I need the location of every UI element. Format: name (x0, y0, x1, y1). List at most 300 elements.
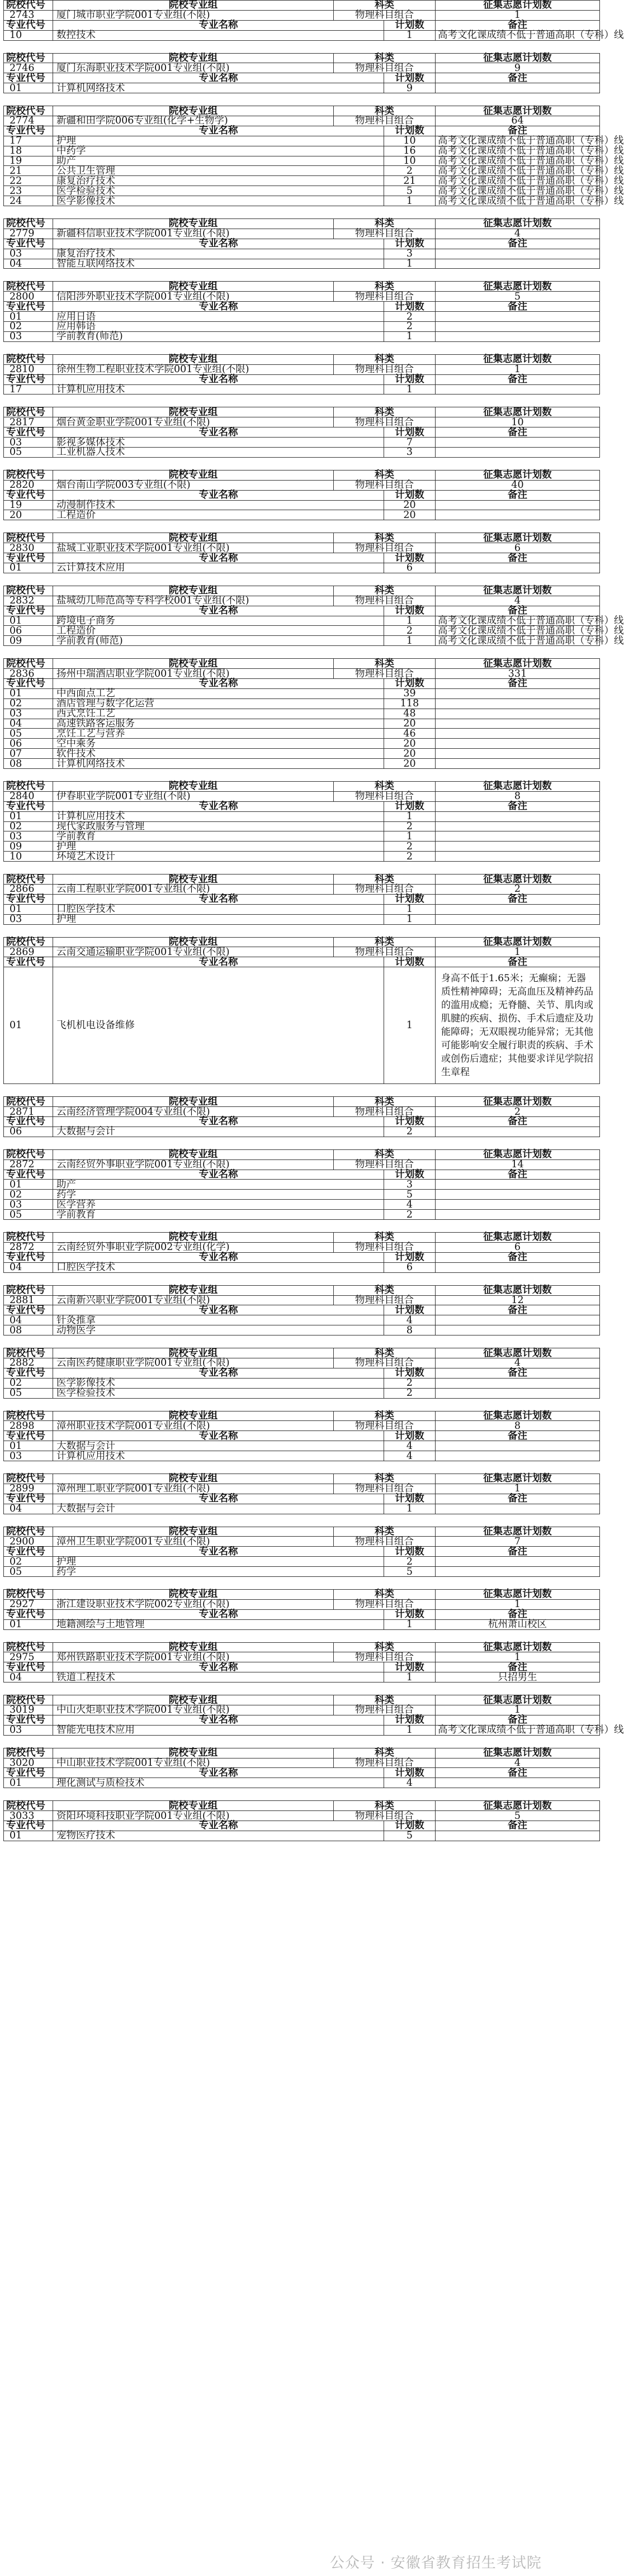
group-code-header: 院校代号 (4, 1642, 53, 1652)
major-code-header: 专业代号 (4, 1117, 53, 1127)
major-code-header: 专业代号 (4, 302, 53, 312)
group-subject: 物理科目组合 (334, 596, 436, 606)
major-name: 计算机网络技术 (53, 759, 384, 769)
major-plan: 3 (384, 1180, 436, 1190)
group-name-header: 院校专业组 (53, 219, 334, 229)
plan-block (3, 1642, 599, 1683)
group-name: 云南经贸外事职业学院001专业组(不限) (53, 1159, 334, 1170)
note-header: 备注 (436, 302, 600, 312)
group-code-header: 院校代号 (4, 1411, 53, 1421)
major-plan: 1 (384, 331, 436, 341)
plan-table (3, 1411, 600, 1461)
group-name-header: 院校专业组 (53, 1589, 334, 1599)
group-row (4, 63, 600, 73)
major-code: 03 (4, 1725, 53, 1735)
major-code: 01 (4, 1778, 53, 1788)
note-header: 备注 (436, 1494, 600, 1504)
group-name: 云南医药健康职业学院001专业组(不限) (53, 1358, 334, 1368)
group-name: 郑州铁路职业技术学院001专业组(不限) (53, 1652, 334, 1662)
major-note (436, 719, 600, 729)
plan-block (3, 1096, 599, 1137)
plan-total-header: 征集志愿计划数 (436, 1411, 600, 1421)
group-row (4, 947, 600, 957)
major-code: 03 (4, 1200, 53, 1210)
group-subject: 物理科目组合 (334, 1705, 436, 1715)
major-note: 高考文化课成绩不低于普通高职（专科）线 (436, 30, 600, 40)
group-code-header: 院校代号 (4, 470, 53, 480)
major-plan-header: 计划数 (384, 1252, 436, 1262)
group-subject: 物理科目组合 (334, 947, 436, 957)
group-code-header: 院校代号 (4, 219, 53, 229)
major-plan: 3 (384, 249, 436, 259)
group-name-header: 院校专业组 (53, 874, 334, 885)
subject-header: 科类 (334, 1285, 436, 1295)
major-plan: 1 (384, 384, 436, 395)
plan-block (3, 407, 599, 457)
major-note (436, 1504, 600, 1514)
group-header-row (4, 1, 600, 11)
group-plan-total: 9 (436, 63, 600, 73)
major-header-row (4, 1252, 600, 1262)
plan-total-header: 征集志愿计划数 (436, 937, 600, 947)
major-note: 高考文化课成绩不低于普通高职（专科）线 (436, 156, 600, 166)
major-row (4, 914, 600, 924)
major-row (4, 636, 600, 646)
major-header-row (4, 894, 600, 904)
major-name-header: 专业名称 (53, 1117, 384, 1127)
group-row (4, 791, 600, 801)
note-header: 备注 (436, 606, 600, 616)
group-name: 漳州理工职业学院001专业组(不限) (53, 1484, 334, 1494)
major-code: 01 (4, 1831, 53, 1841)
major-name-header: 专业名称 (53, 957, 384, 967)
major-plan: 2 (384, 1378, 436, 1388)
plan-total-header: 征集志愿计划数 (436, 874, 600, 885)
major-row (4, 1378, 600, 1388)
group-subject: 物理科目组合 (334, 364, 436, 374)
major-plan: 16 (384, 146, 436, 156)
major-name-header: 专业名称 (53, 20, 384, 30)
major-name-header: 专业名称 (53, 1368, 384, 1378)
group-header-row (4, 1411, 600, 1421)
major-row (4, 709, 600, 719)
group-code-header: 院校代号 (4, 586, 53, 596)
plan-table (3, 105, 624, 207)
note-header: 备注 (436, 553, 600, 563)
major-plan-header: 计划数 (384, 1768, 436, 1778)
major-note (436, 821, 600, 831)
major-code: 17 (4, 136, 53, 146)
major-name: 动物医学 (53, 1325, 384, 1335)
group-plan-total: 8 (436, 791, 600, 801)
major-row (4, 1325, 600, 1335)
major-note (436, 1200, 600, 1210)
note-header: 备注 (436, 1662, 600, 1672)
major-row (4, 196, 600, 206)
group-code-header: 院校代号 (4, 354, 53, 364)
major-row (4, 1190, 600, 1200)
group-plan-total: 8 (436, 1421, 600, 1431)
plan-block (3, 1232, 599, 1273)
major-name: 口腔医学技术 (53, 904, 384, 914)
plan-table (3, 658, 600, 769)
note-header: 备注 (436, 20, 600, 30)
group-plan-total: 1 (436, 1705, 600, 1715)
major-row (4, 259, 600, 269)
major-code-header: 专业代号 (4, 1662, 53, 1672)
major-name-header: 专业名称 (53, 126, 384, 136)
group-code: 2882 (4, 1358, 53, 1368)
group-code: 2746 (4, 63, 53, 73)
major-plan: 2 (384, 842, 436, 852)
major-plan-header: 计划数 (384, 1431, 436, 1441)
major-row (4, 1200, 600, 1210)
major-row (4, 967, 600, 1084)
major-row (4, 322, 600, 332)
major-code: 02 (4, 1557, 53, 1567)
major-plan: 20 (384, 510, 436, 520)
group-row (4, 480, 600, 490)
group-plan-total: 2 (436, 1107, 600, 1117)
group-header-row (4, 354, 600, 364)
major-name: 医学检验技术 (53, 1388, 384, 1398)
major-header-row (4, 1821, 600, 1831)
major-code: 05 (4, 1567, 53, 1577)
group-header-row (4, 1233, 600, 1243)
major-code-header: 专业代号 (4, 1715, 53, 1725)
group-name-header: 院校专业组 (53, 1411, 334, 1421)
major-note (436, 914, 600, 924)
major-code-header: 专业代号 (4, 20, 53, 30)
major-plan: 4 (384, 1315, 436, 1325)
major-plan: 2 (384, 166, 436, 176)
plan-table (3, 281, 600, 341)
major-name: 跨境电子商务 (53, 616, 384, 626)
major-header-row (4, 1305, 600, 1315)
major-row (4, 1441, 600, 1451)
subject-header: 科类 (334, 1642, 436, 1652)
major-code: 23 (4, 186, 53, 196)
major-note (436, 688, 600, 698)
plan-block (3, 874, 599, 924)
group-subject: 物理科目组合 (334, 1537, 436, 1547)
subject-header: 科类 (334, 1474, 436, 1484)
major-row (4, 1127, 600, 1137)
subject-header: 科类 (334, 106, 436, 116)
major-plan: 1 (384, 1504, 436, 1514)
major-note (436, 709, 600, 719)
note-header: 备注 (436, 1821, 600, 1831)
group-header-row (4, 1474, 600, 1484)
subject-header: 科类 (334, 1411, 436, 1421)
major-name: 工程造价 (53, 626, 384, 636)
group-plan-total: 1 (436, 364, 600, 374)
major-plan-header: 计划数 (384, 427, 436, 438)
subject-header: 科类 (334, 1149, 436, 1159)
major-note (436, 312, 600, 322)
note-header: 备注 (436, 1170, 600, 1180)
major-plan-header: 计划数 (384, 957, 436, 967)
major-plan: 2 (384, 1388, 436, 1398)
plan-table (3, 1748, 600, 1789)
plan-block (3, 1411, 599, 1461)
major-row (4, 500, 600, 510)
group-header-row (4, 1527, 600, 1537)
major-name: 现代家政服务与管理 (53, 821, 384, 831)
group-subject: 物理科目组合 (334, 1242, 436, 1252)
group-name: 浙江建设职业技术学院002专业组(不限) (53, 1599, 334, 1609)
major-header-row (4, 1662, 600, 1672)
major-header-row (4, 427, 600, 438)
major-plan: 1 (384, 811, 436, 821)
major-note (436, 1778, 600, 1788)
major-code: 03 (4, 438, 53, 448)
major-note (436, 510, 600, 520)
group-plan-total: 4 (436, 229, 600, 239)
major-note (436, 811, 600, 821)
group-name-header: 院校专业组 (53, 1285, 334, 1295)
major-name-header: 专业名称 (53, 678, 384, 688)
group-plan-total: 40 (436, 480, 600, 490)
plan-block (3, 0, 624, 41)
major-plan: 1 (384, 914, 436, 924)
major-name: 飞机机电设备维修 (53, 967, 384, 1084)
major-plan: 39 (384, 688, 436, 698)
group-subject: 物理科目组合 (334, 116, 436, 126)
plan-total-header: 征集志愿计划数 (436, 659, 600, 669)
major-name-header: 专业名称 (53, 1431, 384, 1441)
major-note (436, 249, 600, 259)
major-code-header: 专业代号 (4, 1431, 53, 1441)
major-note (436, 438, 600, 448)
major-code: 07 (4, 749, 53, 759)
major-name: 学前教育(师范) (53, 636, 384, 646)
major-note (436, 1378, 600, 1388)
plan-total-header: 征集志愿计划数 (436, 1474, 600, 1484)
group-code: 2817 (4, 417, 53, 427)
group-code-header: 院校代号 (4, 1801, 53, 1811)
major-note: 杭州萧山校区 (436, 1619, 600, 1629)
major-name-header: 专业名称 (53, 553, 384, 563)
group-header-row (4, 106, 600, 116)
group-header-row (4, 874, 600, 885)
major-plan: 2 (384, 1210, 436, 1220)
major-plan: 6 (384, 1262, 436, 1272)
major-plan: 1 (384, 1725, 436, 1735)
note-header: 备注 (436, 73, 600, 83)
major-code: 19 (4, 500, 53, 510)
major-plan-header: 计划数 (384, 1117, 436, 1127)
major-code-header: 专业代号 (4, 1368, 53, 1378)
major-note (436, 447, 600, 457)
major-header-row (4, 553, 600, 563)
major-plan: 20 (384, 759, 436, 769)
major-note (436, 852, 600, 862)
group-plan-total: 1 (436, 1652, 600, 1662)
group-name-header: 院校专业组 (53, 659, 334, 669)
major-code: 04 (4, 719, 53, 729)
major-row (4, 1210, 600, 1220)
major-name-header: 专业名称 (53, 894, 384, 904)
group-plan-total: 7 (436, 1537, 600, 1547)
group-name: 扬州中瑞酒店职业学院001专业组(不限) (53, 669, 334, 679)
group-name-header: 院校专业组 (53, 106, 334, 116)
major-name: 医学检验技术 (53, 186, 384, 196)
group-code-header: 院校代号 (4, 1233, 53, 1243)
major-plan-header: 计划数 (384, 374, 436, 384)
plan-total-header: 征集志愿计划数 (436, 282, 600, 292)
major-plan: 1 (384, 196, 436, 206)
major-note (436, 563, 600, 573)
major-note: 高考文化课成绩不低于普通高职（专科）线 (436, 136, 600, 146)
plan-block (3, 585, 624, 647)
plan-total-header: 征集志愿计划数 (436, 1748, 600, 1758)
major-plan: 20 (384, 719, 436, 729)
major-note (436, 500, 600, 510)
major-code: 02 (4, 1190, 53, 1200)
subject-header: 科类 (334, 1097, 436, 1107)
plan-block (3, 1149, 599, 1220)
major-row (4, 831, 600, 842)
plan-table (3, 533, 600, 573)
major-code: 02 (4, 322, 53, 332)
group-subject: 物理科目组合 (334, 791, 436, 801)
group-name-header: 院校专业组 (53, 1748, 334, 1758)
major-code: 06 (4, 739, 53, 749)
plan-table (3, 1149, 600, 1220)
major-header-row (4, 1117, 600, 1127)
major-plan: 1 (384, 831, 436, 842)
subject-header: 科类 (334, 782, 436, 792)
major-name-header: 专业名称 (53, 73, 384, 83)
major-plan: 4 (384, 1200, 436, 1210)
group-plan-total: 14 (436, 1159, 600, 1170)
major-code: 03 (4, 831, 53, 842)
group-subject: 物理科目组合 (334, 1811, 436, 1821)
group-name-header: 院校专业组 (53, 407, 334, 417)
plan-table (3, 407, 600, 457)
major-code: 09 (4, 842, 53, 852)
group-name-header: 院校专业组 (53, 1642, 334, 1652)
major-note (436, 749, 600, 759)
note-header: 备注 (436, 957, 600, 967)
major-name-header: 专业名称 (53, 1547, 384, 1557)
major-code: 03 (4, 331, 53, 341)
major-plan-header: 计划数 (384, 553, 436, 563)
plan-table (3, 1642, 600, 1683)
major-name: 学前教育 (53, 1210, 384, 1220)
major-note: 高考文化课成绩不低于普通高职（专科）线 (436, 176, 600, 186)
group-code-header: 院校代号 (4, 782, 53, 792)
major-note (436, 1210, 600, 1220)
subject-header: 科类 (334, 470, 436, 480)
major-name-header: 专业名称 (53, 606, 384, 616)
plan-block (3, 53, 599, 94)
major-note (436, 698, 600, 709)
major-name: 酒店管理与数字化运营 (53, 698, 384, 709)
major-code: 03 (4, 249, 53, 259)
plan-total-header: 征集志愿计划数 (436, 1589, 600, 1599)
major-row (4, 852, 600, 862)
major-name: 云计算技术应用 (53, 563, 384, 573)
group-row (4, 1421, 600, 1431)
note-header: 备注 (436, 374, 600, 384)
major-note (436, 842, 600, 852)
major-plan-header: 计划数 (384, 1494, 436, 1504)
group-header-row (4, 470, 600, 480)
major-name-header: 专业名称 (53, 801, 384, 811)
major-code: 09 (4, 636, 53, 646)
major-code: 06 (4, 626, 53, 636)
major-name: 中西面点工艺 (53, 688, 384, 698)
major-plan: 2 (384, 322, 436, 332)
group-code-header: 院校代号 (4, 1474, 53, 1484)
major-header-row (4, 1609, 600, 1619)
group-row (4, 1705, 600, 1715)
note-header: 备注 (436, 1609, 600, 1619)
major-code-header: 专业代号 (4, 490, 53, 500)
subject-header: 科类 (334, 53, 436, 63)
major-name: 口腔医学技术 (53, 1262, 384, 1272)
group-plan-total: 64 (436, 116, 600, 126)
major-code: 01 (4, 1441, 53, 1451)
major-plan: 8 (384, 1325, 436, 1335)
group-plan-total: 4 (436, 1358, 600, 1368)
major-note (436, 1831, 600, 1841)
note-header: 备注 (436, 427, 600, 438)
major-note: 高考文化课成绩不低于普通高职（专科）线 (436, 1725, 600, 1735)
group-row (4, 10, 600, 20)
group-header-row (4, 53, 600, 63)
major-note (436, 759, 600, 769)
major-header-row (4, 1431, 600, 1441)
group-row (4, 596, 600, 606)
major-plan: 1 (384, 1619, 436, 1629)
group-code: 2975 (4, 1652, 53, 1662)
subject-header: 科类 (334, 354, 436, 364)
major-row (4, 739, 600, 749)
group-name: 盐城幼儿师范高等专科学校001专业组(不限) (53, 596, 334, 606)
plan-block (3, 1285, 599, 1335)
major-note (436, 739, 600, 749)
group-plan-total: 1 (436, 1484, 600, 1494)
group-code-header: 院校代号 (4, 53, 53, 63)
group-plan-total: 5 (436, 1811, 600, 1821)
group-name-header: 院校专业组 (53, 470, 334, 480)
major-name: 中药学 (53, 146, 384, 156)
plan-block (3, 1527, 599, 1577)
group-plan-total: 5 (436, 292, 600, 302)
major-name: 康复治疗技术 (53, 249, 384, 259)
major-row (4, 176, 600, 186)
subject-header: 科类 (334, 533, 436, 543)
group-plan-total: 12 (436, 1295, 600, 1305)
plan-total-header: 征集志愿计划数 (436, 1348, 600, 1358)
group-code-header: 院校代号 (4, 1527, 53, 1537)
subject-header: 科类 (334, 937, 436, 947)
major-name: 工程造价 (53, 510, 384, 520)
subject-header: 科类 (334, 1233, 436, 1243)
major-code-header: 专业代号 (4, 894, 53, 904)
major-plan-header: 计划数 (384, 801, 436, 811)
major-code: 04 (4, 259, 53, 269)
major-row (4, 719, 600, 729)
major-note (436, 83, 600, 93)
plan-total-header: 征集志愿计划数 (436, 53, 600, 63)
major-row (4, 1180, 600, 1190)
plan-table (3, 53, 600, 94)
plan-table (3, 937, 600, 1085)
